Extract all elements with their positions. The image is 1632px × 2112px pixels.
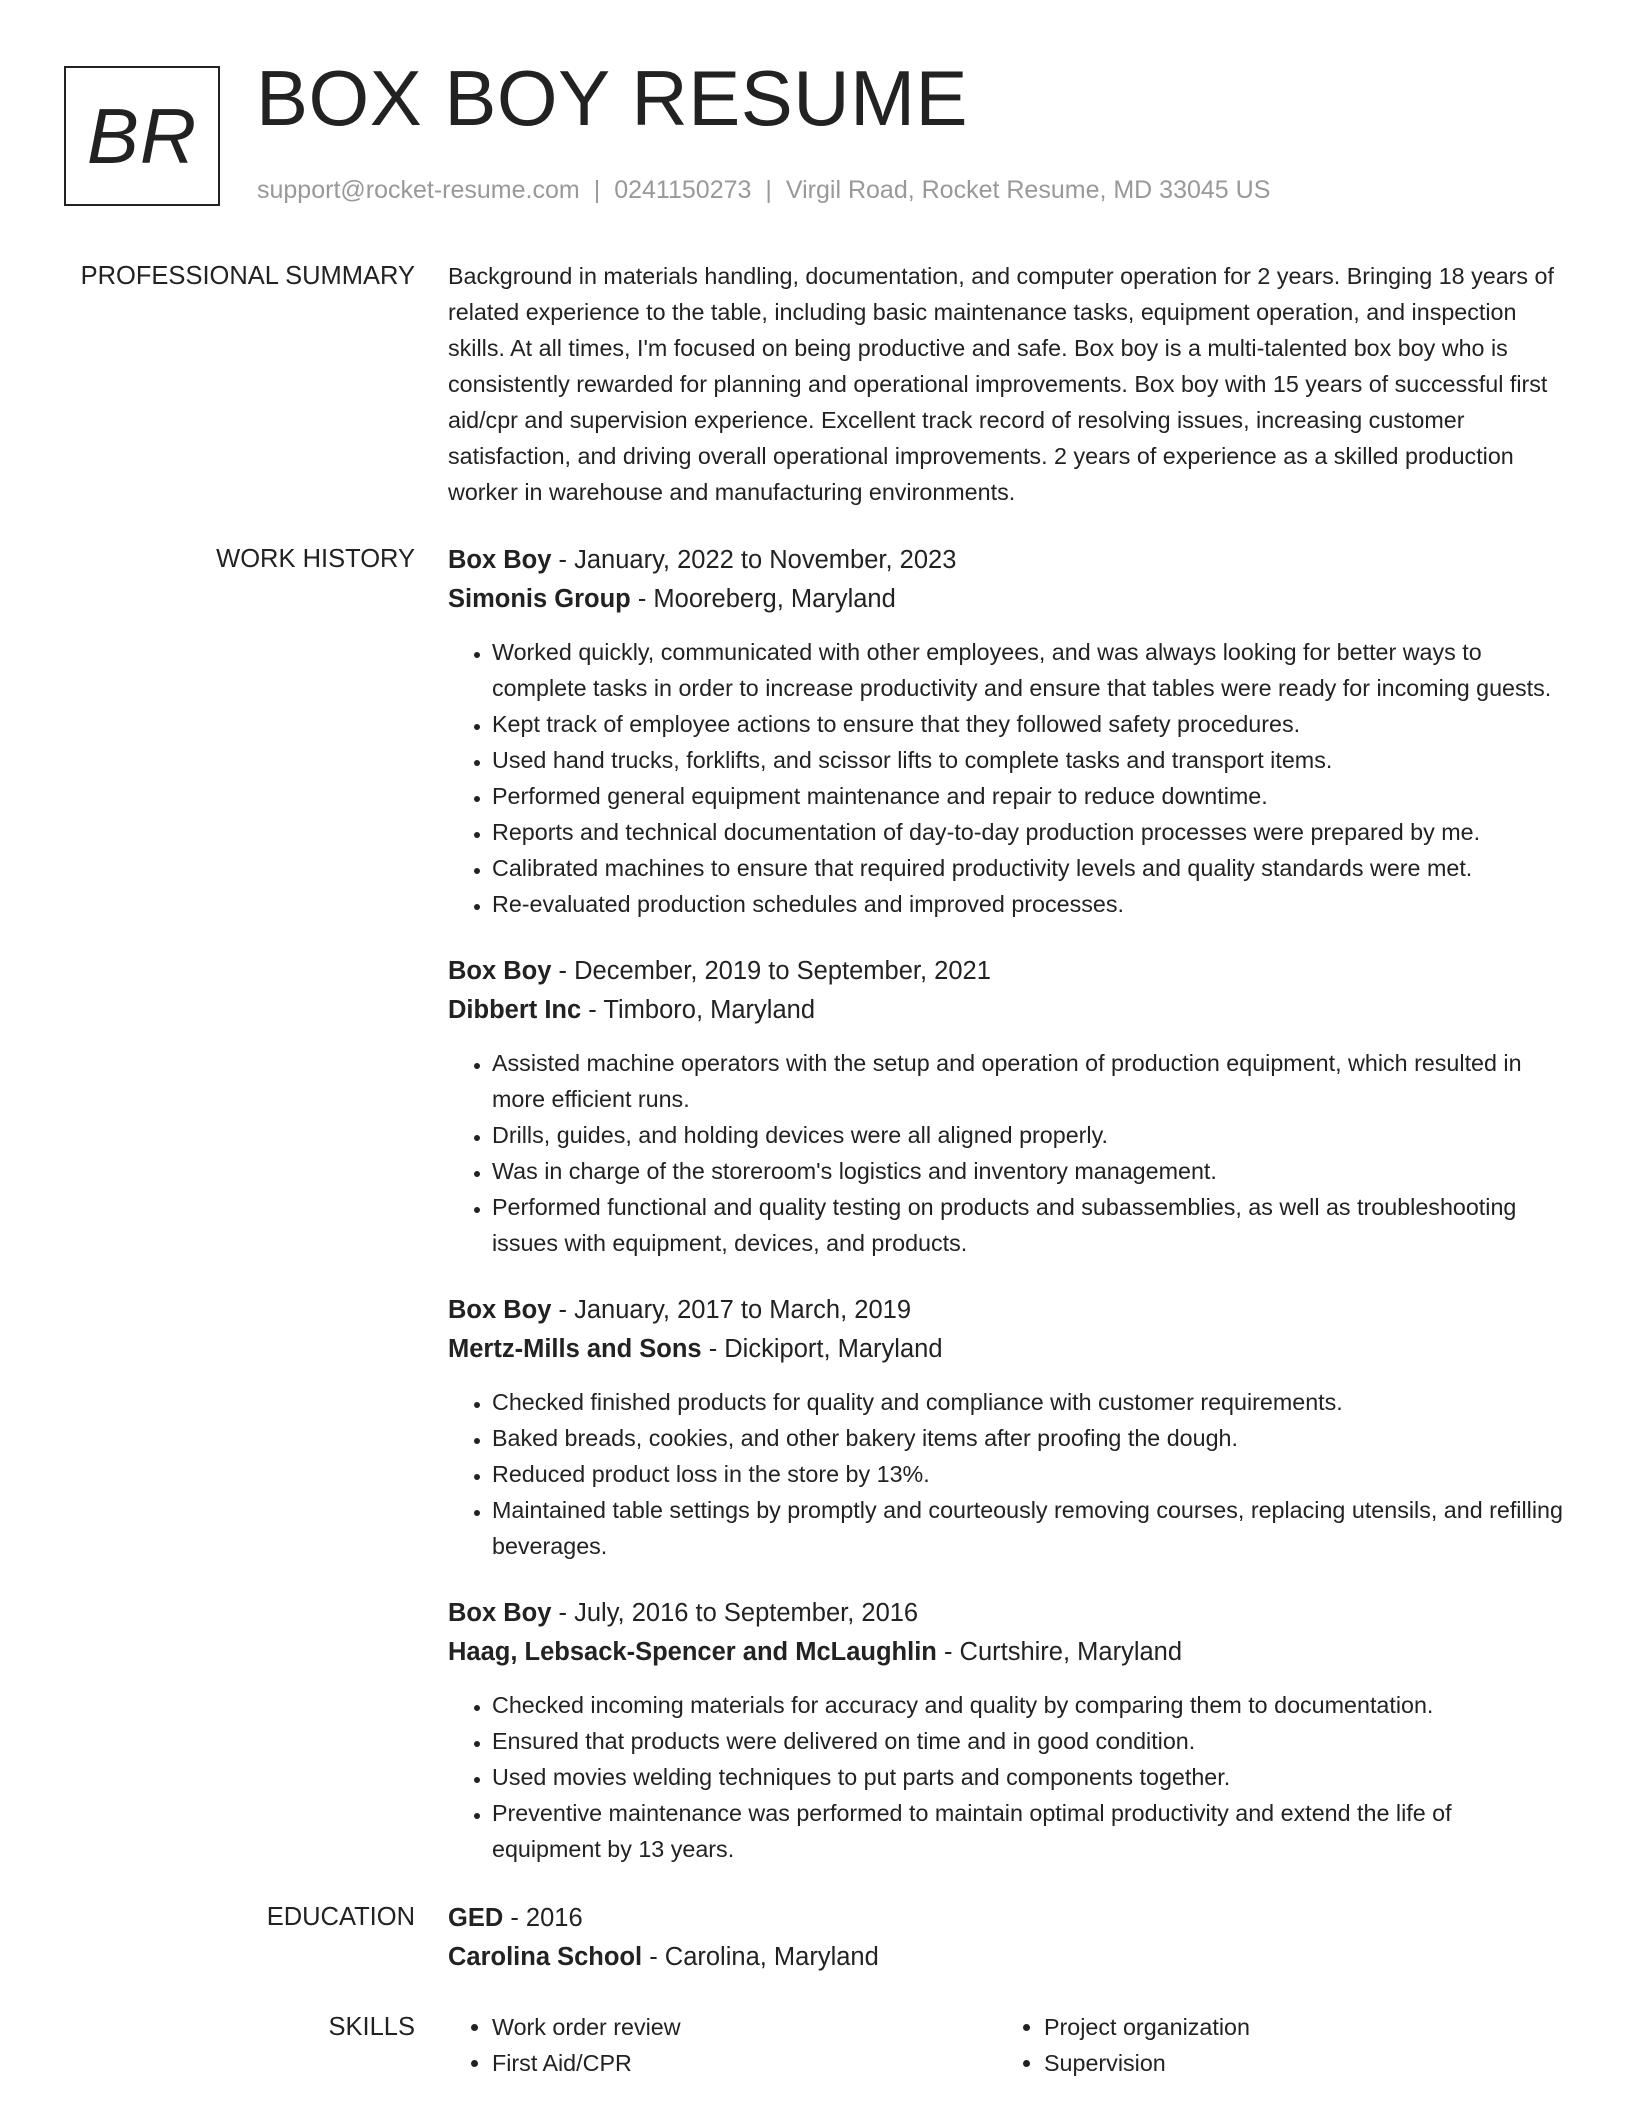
list-item: • Kept track of employee actions to ensure that they followed safety procedures. [492,706,1564,742]
contact-email: support@rocket-resume.com [257,176,580,204]
school-line [448,1938,1564,1977]
job-dates: - January, 2022 to November, 2023 [551,546,957,574]
job-bullets [448,1687,1564,1867]
section-body [448,1899,1564,1977]
employer-location: - Timboro, Maryland [581,996,816,1024]
job-title: Box Boy [448,1599,552,1627]
section-label: PROFESSIONAL SUMMARY [80,262,415,290]
list-item: • Performed functional and quality testing on products and subassemblies, as well as troubleshooting issues with equipment, devices, and products. [492,1189,1564,1261]
degree: GED [448,1904,504,1932]
list-item: • Calibrated machines to ensure that required productivity levels and quality standards were met. [492,850,1564,886]
section-education [0,1899,1632,1977]
job-bullets [448,634,1564,922]
employer-name: Dibbert Inc [448,996,582,1024]
graduation-year: - 2016 [503,1904,583,1932]
list-item: • Performed general equipment maintenance and repair to reduce downtime. [492,778,1564,814]
section-body [448,2009,1564,2081]
employer-line [448,1633,1564,1672]
list-item: • Used movies welding techniques to put parts and components together. [492,1759,1564,1795]
list-item: • Maintained table settings by promptly and courteously removing courses, replacing utensils, and refilling beverages. [492,1492,1564,1564]
job-title-line [448,952,1564,991]
job-bullets [448,1384,1564,1564]
monogram-initials: BR [86,92,198,180]
list-item: • Checked finished products for quality and compliance with customer requirements. [492,1384,1564,1420]
list-item: • Reports and technical documentation of day-to-day production processes were prepared by me. [492,814,1564,850]
skills-grid [448,2009,1564,2081]
list-item: • Was in charge of the storeroom's logistics and inventory management. [492,1153,1564,1189]
skill-item: • First Aid/CPR [492,2045,1000,2081]
list-item: • Checked incoming materials for accuracy and quality by comparing them to documentation. [492,1687,1564,1723]
employer-name: Simonis Group [448,585,631,613]
section-label: SKILLS [328,2013,415,2041]
list-item: • Baked breads, cookies, and other bakery items after proofing the dough. [492,1420,1564,1456]
job-entry [448,952,1564,1261]
section-skills [0,2009,1632,2081]
skill-item: • Work order review [492,2009,1000,2045]
list-item: • Preventive maintenance was performed to maintain optimal productivity and extend the life of equipment by 13 years. [492,1795,1564,1867]
employer-line [448,1330,1564,1369]
contact-separator: | [593,176,601,204]
monogram-logo [64,66,220,206]
job-bullets [448,1045,1564,1261]
job-dates: - July, 2016 to September, 2016 [551,1599,919,1627]
resume-name: BOX BOY RESUME [256,54,969,142]
job-title: Box Boy [448,546,552,574]
resume-content [0,258,1632,2081]
list-item: • Ensured that products were delivered on time and in good condition. [492,1723,1564,1759]
school-location: - Carolina, Maryland [642,1943,879,1971]
list-item: • Drills, guides, and holding devices were all aligned properly. [492,1117,1564,1153]
list-item: • Re-evaluated production schedules and improved processes. [492,886,1564,922]
skill-item: • Supervision [1044,2045,1552,2081]
list-item: • Used hand trucks, forklifts, and scissor lifts to complete tasks and transport items. [492,742,1564,778]
job-title: Box Boy [448,957,552,985]
section-professional-summary [0,258,1632,510]
list-item: • Reduced product loss in the store by 13%. [492,1456,1564,1492]
employer-line [448,991,1564,1030]
employer-name: Haag, Lebsack-Spencer and McLaughlin [448,1638,937,1666]
job-entry [448,541,1564,922]
degree-line [448,1899,1564,1938]
contact-phone: 0241150273 [614,176,752,204]
job-title-line [448,541,1564,580]
employer-location: - Mooreberg, Maryland [630,585,896,613]
section-label: EDUCATION [266,1903,415,1931]
job-entry [448,1594,1564,1867]
employer-location: - Dickiport, Maryland [701,1335,943,1363]
job-title-line [448,1291,1564,1330]
section-work-history [0,541,1632,1867]
job-title-line [448,1594,1564,1633]
section-body [448,541,1564,1867]
job-entry [448,1291,1564,1564]
employer-location: - Curtshire, Maryland [936,1638,1183,1666]
job-title: Box Boy [448,1296,552,1324]
employer-line [448,580,1564,619]
contact-address: Virgil Road, Rocket Resume, MD 33045 US [785,176,1271,204]
job-dates: - December, 2019 to September, 2021 [551,957,991,985]
job-dates: - January, 2017 to March, 2019 [551,1296,912,1324]
skills-column-left [448,2009,1000,2081]
list-item: • Assisted machine operators with the setup and operation of production equipment, which resulted in more efficient runs. [492,1045,1564,1117]
skills-column-right [1000,2009,1552,2081]
section-body [448,258,1564,510]
contact-separator: | [765,176,772,204]
contact-line [257,175,1270,205]
list-item: • Worked quickly, communicated with other employees, and was always looking for better ways to complete tasks in order to increase productivity and ensure that tables were ready for incoming guests. [492,634,1564,706]
school-name: Carolina School [448,1943,643,1971]
employer-name: Mertz-Mills and Sons [448,1335,702,1363]
summary-text: Background in materials handling, documentation, and computer operation for 2 years. Bringing 18 years of related experience to the table, including basic maintenance tasks, equipment operation, and inspection skills. At all times, I'm focused on being productive and safe. Box boy is a multi-talented box boy who is consistently rewarded for planning and operational improvements. Box boy with 15 years of successful first aid/cpr and supervision experience. Excellent track record of resolving issues, increasing customer satisfaction, and driving overall operational improvements. 2 years of experience as a skilled production worker in warehouse and manufacturing environments. [448,263,1554,505]
section-label: WORK HISTORY [216,545,415,573]
skill-item: • Project organization [1044,2009,1552,2045]
